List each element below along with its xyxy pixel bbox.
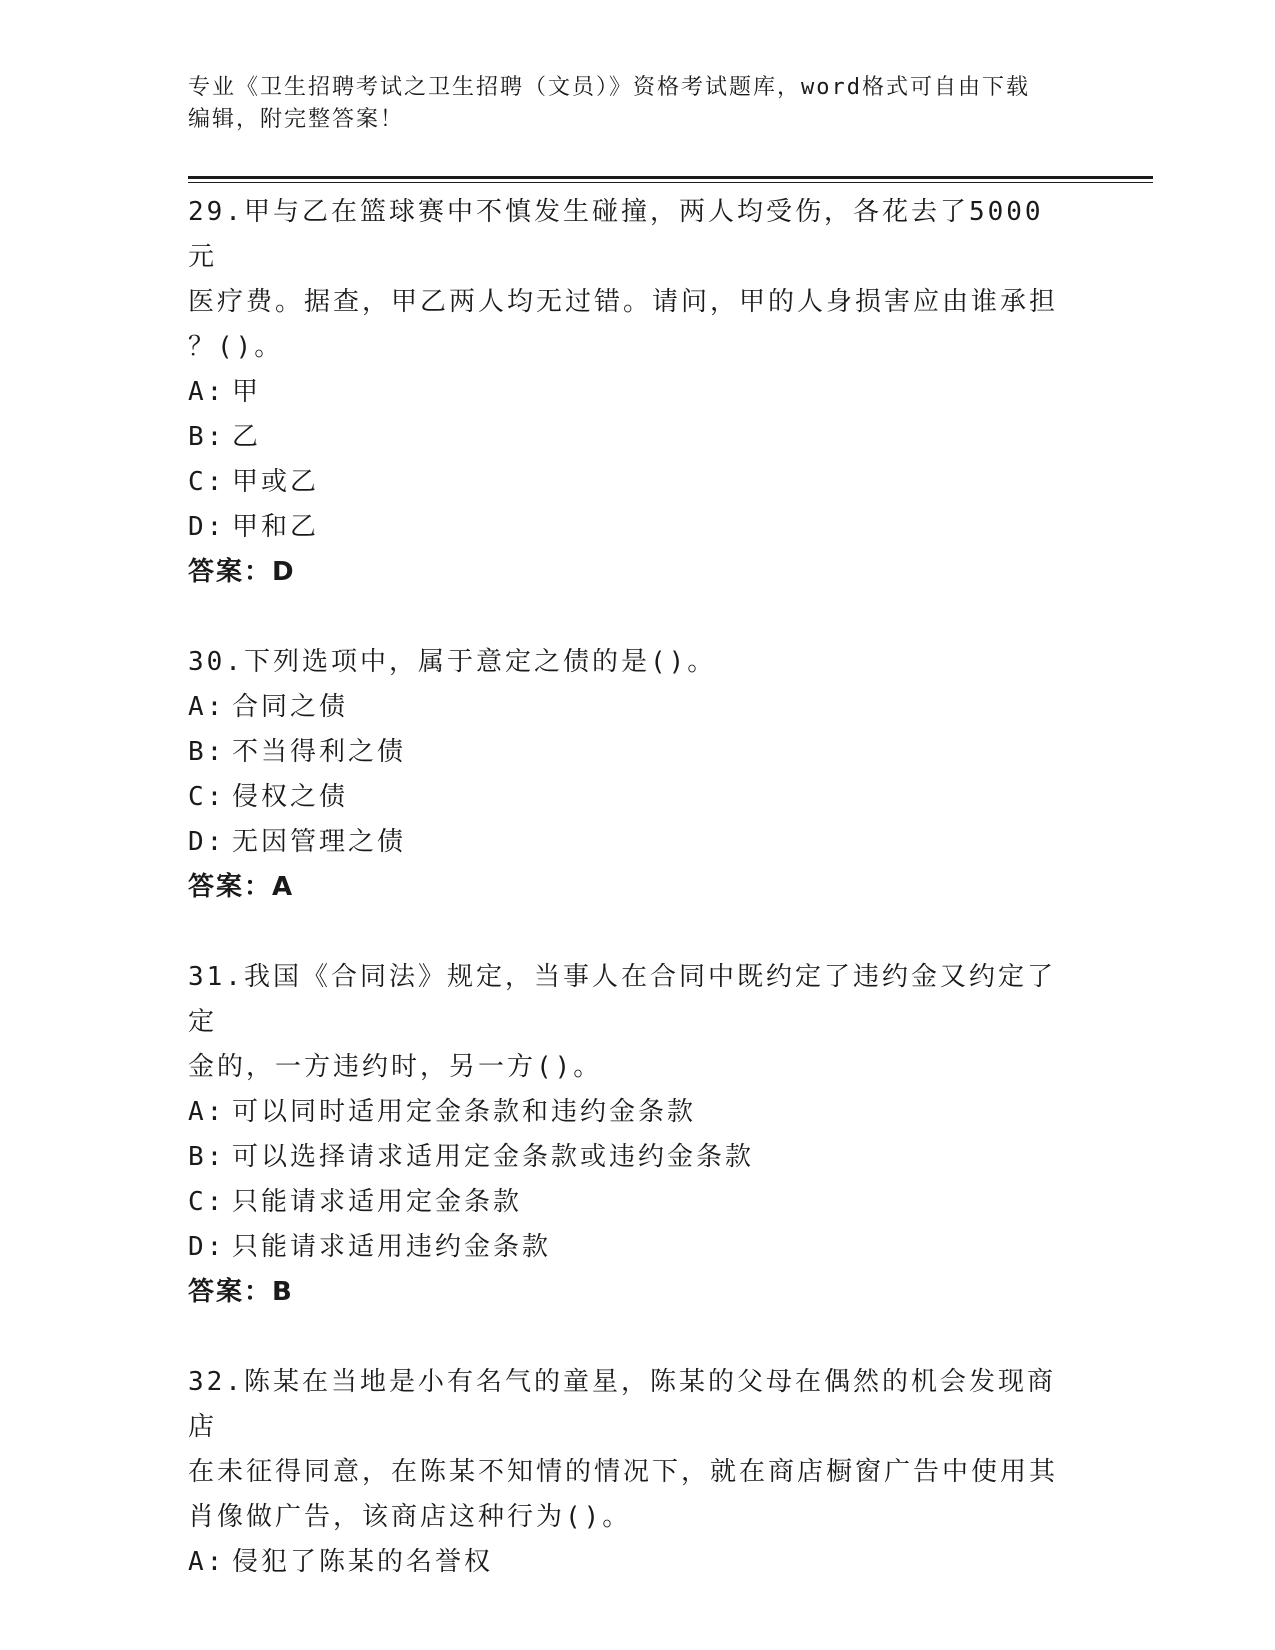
answer-line: 答案：B (188, 1277, 294, 1307)
question-stem (188, 190, 1068, 370)
question-stem (188, 955, 1068, 1090)
question-stem (188, 1360, 1068, 1540)
option-key: C: (188, 467, 226, 497)
spacer (188, 595, 1088, 640)
header-line-1: 专业《卫生招聘考试之卫生招聘（文员）》资格考试题库，word格式可自由下载 (188, 75, 1030, 100)
option-key: D: (188, 827, 226, 857)
question-32 (188, 1360, 1088, 1585)
option-a (188, 1540, 1088, 1585)
option-b (188, 1135, 1088, 1180)
header-line-2: 编辑，附完整答案！ (188, 107, 405, 132)
option-key: A: (188, 1547, 226, 1577)
question-stem (188, 640, 1068, 685)
option-d (188, 505, 1088, 550)
stem-line: ？()。 (188, 332, 284, 362)
question-list (188, 190, 1088, 1585)
option-key: C: (188, 782, 226, 812)
option-text: 侵犯了陈某的名誉权 (232, 1547, 494, 1577)
option-text: 可以选择请求适用定金条款或违约金条款 (232, 1142, 755, 1172)
option-a (188, 370, 1088, 415)
option-c (188, 775, 1088, 820)
question-30 (188, 640, 1088, 910)
option-text: 合同之债 (232, 692, 349, 722)
stem-line: 31.我国《合同法》规定，当事人在合同中既约定了违约金又约定了定 (188, 962, 1056, 1037)
header-divider-thick (188, 176, 1153, 179)
option-text: 不当得利之债 (232, 737, 407, 767)
option-text: 只能请求适用定金条款 (232, 1187, 523, 1217)
option-key: C: (188, 1187, 226, 1217)
option-b (188, 415, 1088, 460)
option-text: 可以同时适用定金条款和违约金条款 (232, 1097, 697, 1127)
option-key: B: (188, 1142, 226, 1172)
option-c (188, 1180, 1088, 1225)
option-c (188, 460, 1088, 505)
spacer (188, 910, 1088, 955)
option-a (188, 685, 1088, 730)
stem-line: 30.下列选项中，属于意定之债的是()。 (188, 647, 717, 677)
option-key: B: (188, 737, 226, 767)
answer-line: 答案：D (188, 557, 296, 587)
option-key: D: (188, 1232, 226, 1262)
option-text: 甲和乙 (232, 512, 320, 542)
option-text: 甲 (232, 377, 262, 407)
document-header (188, 72, 1068, 136)
option-a (188, 1090, 1088, 1135)
question-31 (188, 955, 1088, 1315)
option-key: D: (188, 512, 226, 542)
question-29 (188, 190, 1088, 595)
option-d (188, 820, 1088, 865)
option-text: 只能请求适用违约金条款 (232, 1232, 552, 1262)
answer-line: 答案：A (188, 872, 295, 902)
option-key: B: (188, 422, 226, 452)
stem-line: 29.甲与乙在篮球赛中不慎发生碰撞，两人均受伤，各花去了5000元 (188, 197, 1044, 272)
stem-line: 金的，一方违约时，另一方()。 (188, 1052, 603, 1082)
spacer (188, 1315, 1088, 1360)
stem-line: 医疗费。据查，甲乙两人均无过错。请问，甲的人身损害应由谁承担 (188, 287, 1059, 317)
option-key: A: (188, 377, 226, 407)
option-text: 侵权之债 (232, 782, 349, 812)
option-text: 乙 (232, 422, 262, 452)
option-text: 无因管理之债 (232, 827, 407, 857)
option-text: 甲或乙 (232, 467, 320, 497)
option-d (188, 1225, 1088, 1270)
stem-line: 32.陈某在当地是小有名气的童星，陈某的父母在偶然的机会发现商店 (188, 1367, 1056, 1442)
header-divider-thin (188, 182, 1153, 183)
option-key: A: (188, 1097, 226, 1127)
option-key: A: (188, 692, 226, 722)
stem-line: 在未征得同意，在陈某不知情的情况下，就在商店橱窗广告中使用其 (188, 1457, 1059, 1487)
stem-line: 肖像做广告，该商店这种行为()。 (188, 1502, 632, 1532)
option-b (188, 730, 1088, 775)
